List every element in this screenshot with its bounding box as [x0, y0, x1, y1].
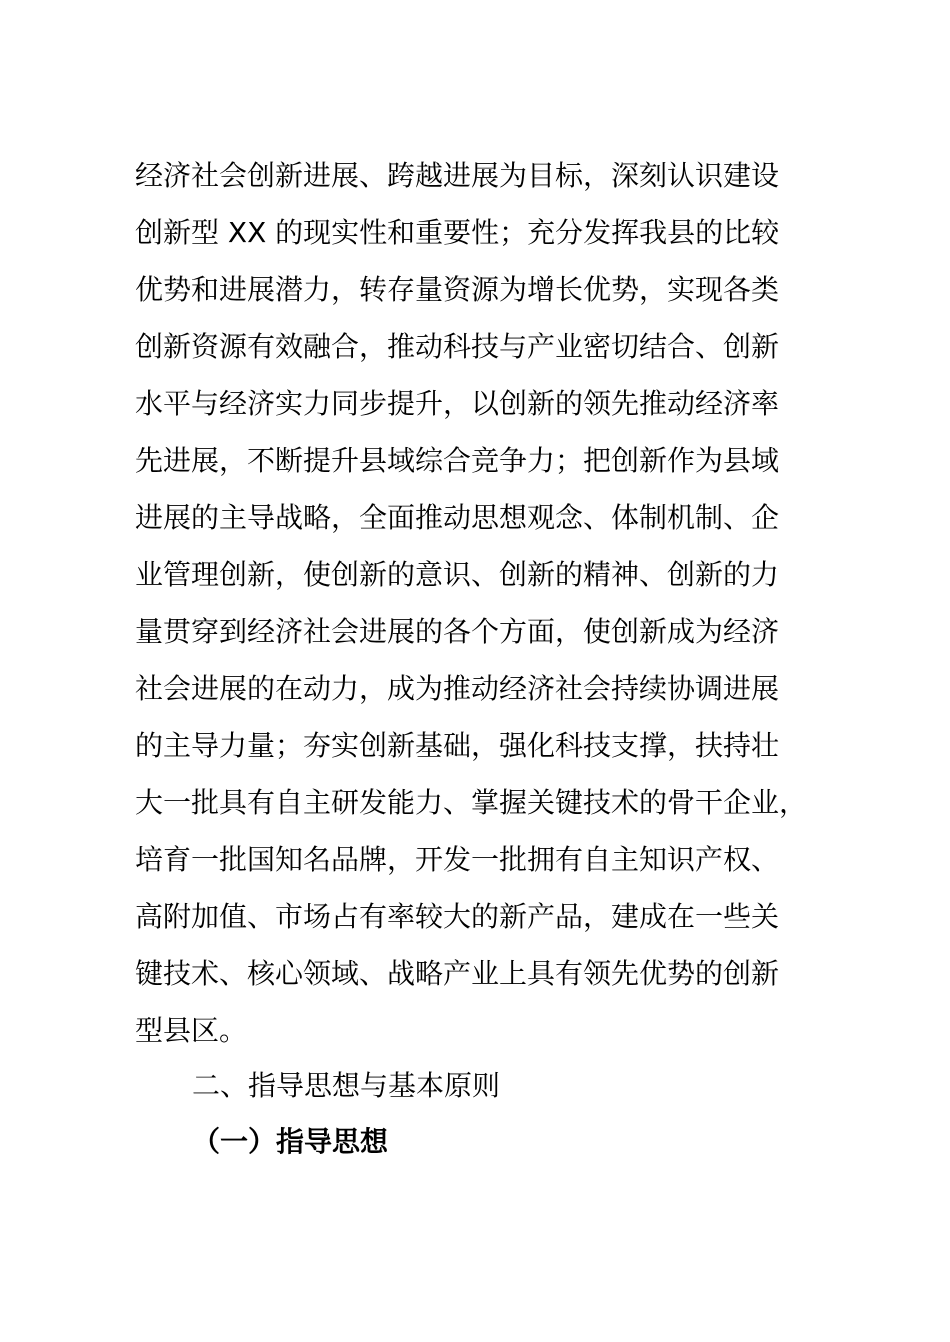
- paragraph-line: 高附加值、市场占有率较大的新产品，建成在一些关: [135, 900, 780, 933]
- paragraph-line: 先进展，不断提升县域综合竞争力；把创新作为县域: [135, 444, 780, 477]
- paragraph-line: 型县区。: [135, 1014, 248, 1047]
- paragraph-line: 键技术、核心领域、战略产业上具有领先优势的创新: [135, 957, 780, 990]
- paragraph-line: 水平与经济实力同步提升，以创新的领先推动经济率: [135, 387, 780, 420]
- paragraph-line: 社会进展的在动力，成为推动经济社会持续协调进展: [135, 672, 780, 705]
- paragraph-line: 的主导力量；夯实创新基础，强化科技支撑，扶持壮: [135, 729, 780, 762]
- paragraph-line: 优势和进展潜力，转存量资源为增长优势，实现各类: [135, 273, 780, 306]
- paragraph-line: 创新资源有效融合，推动科技与产业密切结合、创新: [135, 330, 780, 363]
- subsection-heading: （一）指导思想: [192, 1125, 389, 1158]
- section-heading: 二、指导思想与基本原则: [192, 1069, 501, 1102]
- paragraph-line: 经济社会创新进展、跨越进展为目标，深刻认识建设: [135, 159, 780, 192]
- paragraph-line: 业管理创新，使创新的意识、创新的精神、创新的力: [135, 558, 780, 591]
- paragraph-line: 创新型 XX 的现实性和重要性；充分发挥我县的比较: [135, 216, 780, 249]
- paragraph-line: 进展的主导战略，全面推动思想观念、体制机制、企: [135, 501, 780, 534]
- paragraph-line: 培育一批国知名品牌，开发一批拥有自主知识产权、: [135, 843, 780, 876]
- paragraph-line: 大一批具有自主研发能力、掌握关键技术的骨干企业，: [135, 786, 808, 819]
- paragraph-line: 量贯穿到经济社会进展的各个方面，使创新成为经济: [135, 615, 780, 648]
